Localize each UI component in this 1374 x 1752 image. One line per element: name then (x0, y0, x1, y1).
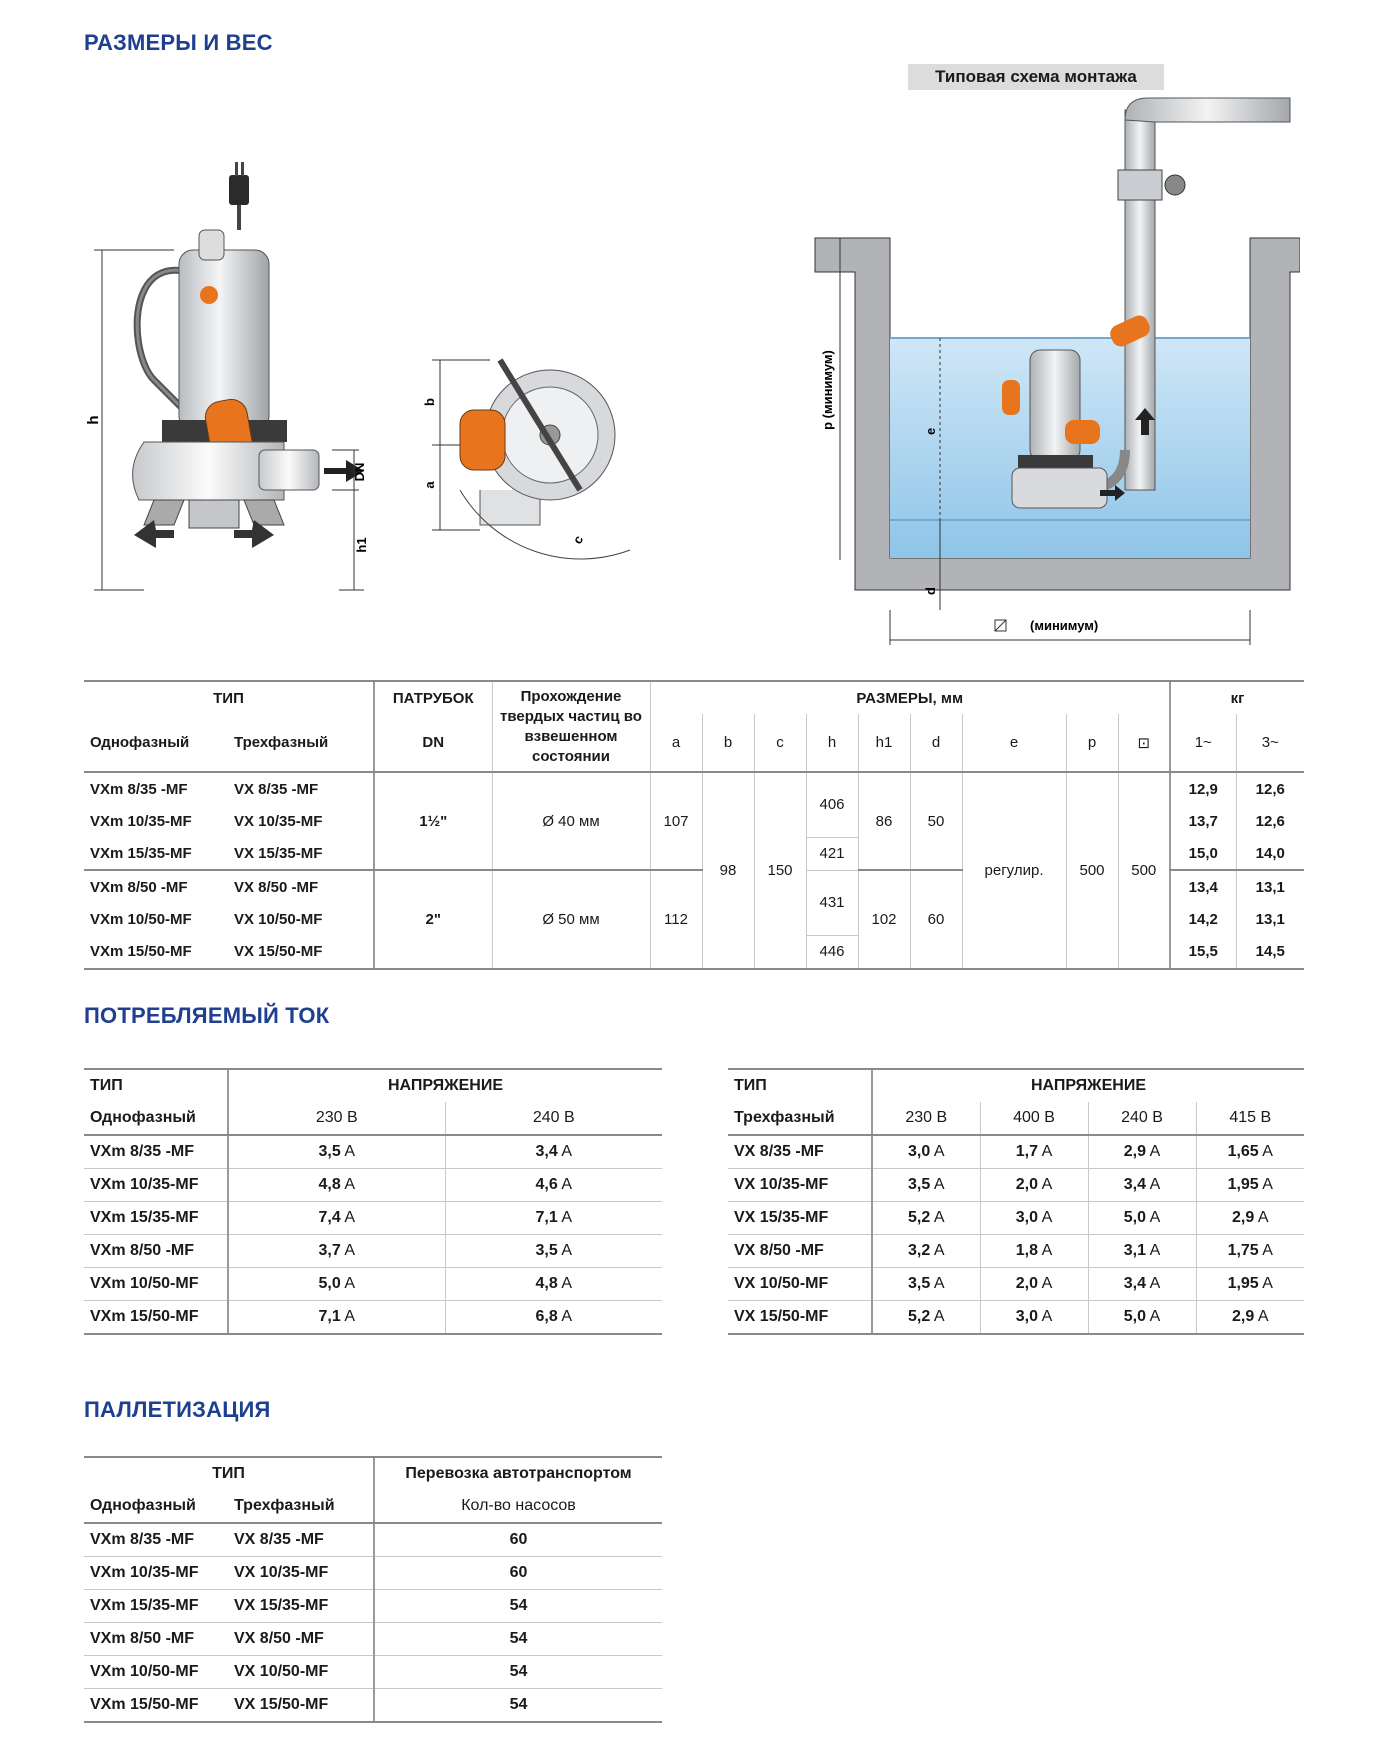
model-name: VXm 15/50-MF (84, 1301, 228, 1335)
current-unit: A (344, 1143, 355, 1160)
kg3-value: 12,6 (1236, 772, 1304, 805)
model-three: VX 8/50 -MF (228, 1623, 374, 1656)
current-value: 3,2 (908, 1242, 931, 1259)
square-value: 500 (1118, 772, 1170, 969)
table-row (728, 1301, 1304, 1335)
table-row (84, 1268, 662, 1301)
current-unit: A (1262, 1275, 1273, 1292)
current-value: 1,7 (1015, 1143, 1038, 1160)
model-single: VXm 8/35 -MF (84, 1523, 228, 1557)
h1-value: 86 (858, 772, 910, 870)
current-unit: A (1149, 1242, 1161, 1259)
current-unit: A (933, 1143, 945, 1160)
current-230v (872, 1169, 980, 1202)
current-value: 3,5 (908, 1275, 931, 1292)
model-three: VX 10/35-MF (228, 1557, 374, 1590)
h-value: 431 (806, 870, 858, 935)
table-row (84, 1689, 662, 1723)
kg1-value: 14,2 (1170, 903, 1236, 935)
current-value: 2,9 (1232, 1209, 1255, 1226)
table-row (84, 1623, 662, 1656)
current-value: 7,1 (535, 1209, 558, 1226)
hdr-a: a (650, 714, 702, 772)
model-single: VXm 10/50-MF (84, 1656, 228, 1689)
current-230v (228, 1169, 445, 1202)
h-value: 406 (806, 772, 858, 837)
hdr-three-phase: Трехфазный (228, 1490, 374, 1523)
hdr-415v: 415 В (1196, 1102, 1304, 1135)
hdr-dn: DN (374, 714, 492, 772)
current-unit: A (561, 1176, 572, 1193)
current-three-phase-table (728, 1068, 1304, 1335)
current-415v (1196, 1169, 1304, 1202)
hdr-b: b (702, 714, 754, 772)
current-unit: A (933, 1242, 945, 1259)
current-unit: A (1262, 1176, 1273, 1193)
current-value: 3,5 (908, 1176, 931, 1193)
current-unit: A (1149, 1308, 1161, 1325)
current-230v (872, 1135, 980, 1169)
current-unit: A (344, 1275, 355, 1292)
model-single: VXm 10/35-MF (84, 1557, 228, 1590)
hdr-solids: Прохождение твердых частиц во взвешенном состоянии (492, 681, 650, 772)
current-unit: A (561, 1242, 572, 1259)
hdr-240v: 240 В (1088, 1102, 1196, 1135)
current-230v (872, 1268, 980, 1301)
hdr-transport: Перевозка автотранспортом (374, 1457, 662, 1490)
model-three: VX 15/50-MF (228, 1689, 374, 1723)
hdr-h: h (806, 714, 858, 772)
pump-quantity: 54 (374, 1656, 662, 1689)
current-unit: A (1041, 1308, 1053, 1325)
b-value: 98 (702, 772, 754, 969)
current-unit: A (1041, 1176, 1053, 1193)
current-400v (980, 1268, 1088, 1301)
hdr-230v: 230 В (872, 1102, 980, 1135)
current-value: 3,7 (318, 1242, 341, 1259)
current-unit: A (1149, 1143, 1161, 1160)
kg1-value: 12,9 (1170, 772, 1236, 805)
current-value: 4,6 (535, 1176, 558, 1193)
current-unit: A (561, 1143, 572, 1160)
table-cell (84, 1069, 662, 1102)
current-value: 1,75 (1227, 1242, 1259, 1259)
current-value: 1,65 (1227, 1143, 1259, 1160)
dim-label-a: a (422, 481, 437, 489)
current-unit: A (933, 1209, 945, 1226)
table-row (728, 1169, 1304, 1202)
dim-label-b: b (422, 398, 437, 406)
table-row (84, 1590, 662, 1623)
dim-label-h: h (85, 415, 102, 425)
current-230v (228, 1268, 445, 1301)
model-single: VXm 15/35-MF (84, 837, 228, 870)
current-unit: A (561, 1209, 572, 1226)
current-value: 4,8 (535, 1275, 558, 1292)
dim-label-h1: h1 (354, 537, 369, 553)
current-unit: A (344, 1209, 355, 1226)
hdr-type: ТИП (84, 1457, 374, 1490)
current-230v (228, 1235, 445, 1268)
model-single: VXm 10/35-MF (90, 812, 192, 830)
current-400v (980, 1235, 1088, 1268)
kg3-value: 14,5 (1236, 935, 1304, 969)
table-row (84, 772, 1304, 805)
table-row (84, 1135, 662, 1169)
hdr-230v: 230 В (228, 1102, 445, 1135)
current-unit: A (1041, 1209, 1053, 1226)
table-row (84, 1656, 662, 1689)
h-value: 446 (806, 935, 858, 969)
dim-label-dn: DN (352, 462, 367, 482)
table-cell (84, 714, 1304, 772)
a-value: 107 (650, 772, 702, 870)
model-three: VX 8/50 -MF (234, 878, 319, 896)
e-value: регулир. (962, 772, 1066, 969)
hdr-single-phase: Однофазный (84, 714, 228, 772)
model-name: VX 8/35 -MF (728, 1135, 872, 1169)
current-230v (872, 1301, 980, 1335)
current-unit: A (561, 1275, 572, 1292)
solids-value: Ø 50 мм (492, 870, 650, 969)
current-unit: A (1041, 1242, 1053, 1259)
model-three: VX 10/35-MF (234, 812, 323, 830)
current-230v (228, 1135, 445, 1169)
table-row (728, 1235, 1304, 1268)
current-value: 5,2 (908, 1209, 931, 1226)
hdr-c: c (754, 714, 806, 772)
current-value: 6,8 (535, 1308, 558, 1325)
c-value: 150 (754, 772, 806, 969)
table-row (728, 1202, 1304, 1235)
current-value: 1,95 (1227, 1275, 1259, 1292)
hdr-port: ПАТРУБОК (374, 681, 492, 714)
current-unit: A (1149, 1209, 1161, 1226)
hdr-e: e (962, 714, 1066, 772)
model-single: VXm 8/35 -MF (90, 780, 188, 798)
table-row (728, 1135, 1304, 1169)
pump-quantity: 54 (374, 1590, 662, 1623)
current-230v (228, 1202, 445, 1235)
current-unit: A (1257, 1308, 1269, 1325)
current-unit: A (1041, 1275, 1053, 1292)
hdr-kg-3: 3~ (1236, 714, 1304, 772)
model-single: VXm 15/35-MF (84, 1590, 228, 1623)
current-value: 3,4 (1123, 1176, 1146, 1193)
kg3-value: 14,0 (1236, 837, 1304, 870)
model-three: VX 15/50-MF (228, 935, 374, 969)
table-cell (84, 681, 1304, 714)
current-240v (1088, 1268, 1196, 1301)
current-400v (980, 1169, 1088, 1202)
dim-label-diameter: (минимум) (1030, 618, 1099, 633)
kg1-value: 13,7 (1170, 805, 1236, 837)
table-row (84, 1557, 662, 1590)
table-cell (84, 1102, 662, 1135)
hdr-p: p (1066, 714, 1118, 772)
pump-quantity: 60 (374, 1523, 662, 1557)
current-400v (980, 1135, 1088, 1169)
dn-value: 2" (374, 870, 492, 969)
solids-value: Ø 40 мм (492, 772, 650, 870)
d-value: 50 (910, 772, 962, 870)
current-240v (1088, 1135, 1196, 1169)
model-three: VX 8/35 -MF (228, 1523, 374, 1557)
hdr-voltage: НАПРЯЖЕНИЕ (228, 1069, 662, 1102)
hdr-h1: h1 (858, 714, 910, 772)
hdr-single-phase: Однофазный (84, 1490, 228, 1523)
current-240v (1088, 1301, 1196, 1335)
hdr-type: ТИП (84, 1069, 228, 1102)
current-unit: A (561, 1308, 572, 1325)
hdr-qty: Кол-во насосов (374, 1490, 662, 1523)
current-230v (872, 1235, 980, 1268)
model-single: VXm 8/50 -MF (84, 1623, 228, 1656)
hdr-three-phase: Трехфазный (728, 1102, 872, 1135)
current-240v (445, 1301, 662, 1335)
model-name: VX 15/50-MF (728, 1301, 872, 1335)
current-value: 3,5 (318, 1143, 341, 1160)
hdr-sizes: РАЗМЕРЫ, мм (650, 681, 1170, 714)
current-240v (445, 1135, 662, 1169)
current-unit: A (1149, 1275, 1161, 1292)
hdr-voltage: НАПРЯЖЕНИЕ (872, 1069, 1304, 1102)
pump-quantity: 54 (374, 1623, 662, 1656)
pump-quantity: 54 (374, 1689, 662, 1723)
kg1-value: 15,5 (1170, 935, 1236, 969)
current-unit: A (344, 1308, 355, 1325)
model-single: VXm 10/50-MF (90, 910, 192, 928)
table-cell (728, 1069, 1304, 1102)
current-value: 7,4 (318, 1209, 341, 1226)
dim-label-e: e (923, 427, 938, 435)
kg3-value: 12,6 (1236, 805, 1304, 837)
model-name: VX 10/50-MF (728, 1268, 872, 1301)
current-value: 5,2 (908, 1308, 931, 1325)
current-415v (1196, 1202, 1304, 1235)
table-row (728, 1268, 1304, 1301)
model-name: VXm 10/35-MF (84, 1169, 228, 1202)
table-cell (728, 1102, 1304, 1135)
hdr-d: d (910, 714, 962, 772)
dimensions-table (84, 680, 1304, 970)
current-value: 2,0 (1015, 1275, 1038, 1292)
current-240v (1088, 1169, 1196, 1202)
current-value: 5,0 (318, 1275, 341, 1292)
kg1-value: 13,4 (1170, 870, 1236, 903)
current-value: 3,5 (535, 1242, 558, 1259)
dn-value: 1½" (374, 772, 492, 870)
current-value: 1,95 (1227, 1176, 1259, 1193)
current-value: 3,0 (1015, 1209, 1038, 1226)
current-unit: A (933, 1308, 945, 1325)
current-unit: A (1149, 1176, 1161, 1193)
pump-quantity: 60 (374, 1557, 662, 1590)
table-row (84, 1169, 662, 1202)
h-value: 421 (806, 837, 858, 870)
dim-label-d: d (923, 587, 938, 595)
pump-side-drawing (84, 150, 424, 600)
model-name: VXm 10/50-MF (84, 1268, 228, 1301)
model-three: VX 15/35-MF (228, 837, 374, 870)
current-single-phase-table (84, 1068, 662, 1335)
current-240v (445, 1202, 662, 1235)
a-value: 112 (650, 870, 702, 969)
table-row (84, 1202, 662, 1235)
current-value: 2,9 (1232, 1308, 1255, 1325)
current-value: 2,0 (1015, 1176, 1038, 1193)
current-value: 4,8 (318, 1176, 341, 1193)
current-value: 3,4 (1123, 1275, 1146, 1292)
current-unit: A (1262, 1242, 1273, 1259)
model-three: VX 10/50-MF (234, 910, 323, 928)
current-unit: A (1262, 1143, 1273, 1160)
model-name: VXm 15/35-MF (84, 1202, 228, 1235)
current-unit: A (344, 1176, 355, 1193)
section-title-current: ПОТРЕБЛЯЕМЫЙ ТОК (84, 1003, 330, 1028)
hdr-400v: 400 В (980, 1102, 1088, 1135)
kg3-value: 13,1 (1236, 870, 1304, 903)
current-value: 3,0 (1015, 1308, 1038, 1325)
current-unit: A (1257, 1209, 1269, 1226)
model-three: VX 10/50-MF (228, 1656, 374, 1689)
current-240v (1088, 1202, 1196, 1235)
current-value: 7,1 (318, 1308, 341, 1325)
current-400v (980, 1301, 1088, 1335)
model-name: VXm 8/35 -MF (84, 1135, 228, 1169)
current-415v (1196, 1268, 1304, 1301)
pump-top-drawing (420, 340, 660, 590)
current-230v (228, 1301, 445, 1335)
model-three: VX 8/35 -MF (234, 780, 319, 798)
current-unit: A (933, 1176, 945, 1193)
model-name: VX 15/35-MF (728, 1202, 872, 1235)
current-value: 2,9 (1123, 1143, 1146, 1160)
table-row (84, 1523, 662, 1557)
current-unit: A (933, 1275, 945, 1292)
current-240v (1088, 1235, 1196, 1268)
current-value: 5,0 (1123, 1209, 1146, 1226)
current-230v (872, 1202, 980, 1235)
current-400v (980, 1202, 1088, 1235)
hdr-kg-1: 1~ (1170, 714, 1236, 772)
kg1-value: 15,0 (1170, 837, 1236, 870)
model-single: VXm 15/50-MF (84, 1689, 228, 1723)
d-value: 60 (910, 870, 962, 969)
current-415v (1196, 1301, 1304, 1335)
h1-value: 102 (858, 870, 910, 969)
hdr-type: ТИП (84, 681, 374, 714)
table-row (84, 1301, 662, 1335)
kg3-value: 13,1 (1236, 903, 1304, 935)
current-240v (445, 1268, 662, 1301)
p-value: 500 (1066, 772, 1118, 969)
model-name: VX 10/35-MF (728, 1169, 872, 1202)
hdr-three-phase: Трехфазный (228, 714, 374, 772)
current-value: 1,8 (1015, 1242, 1038, 1259)
section-title-palletization: ПАЛЛЕТИЗАЦИЯ (84, 1397, 271, 1422)
hdr-240v: 240 В (445, 1102, 662, 1135)
current-240v (445, 1169, 662, 1202)
hdr-kg: кг (1170, 681, 1304, 714)
current-value: 3,0 (908, 1143, 931, 1160)
current-415v (1196, 1135, 1304, 1169)
hdr-square: ⊡ (1118, 714, 1170, 772)
table-cell (84, 1457, 662, 1490)
current-value: 5,0 (1123, 1308, 1146, 1325)
current-415v (1196, 1235, 1304, 1268)
installation-scheme-label: Типовая схема монтажа (908, 64, 1164, 90)
section-title-dimensions: РАЗМЕРЫ И ВЕС (84, 30, 273, 55)
model-single: VXm 15/50-MF (84, 935, 228, 969)
current-unit: A (1041, 1143, 1053, 1160)
model-name: VXm 8/50 -MF (84, 1235, 228, 1268)
model-single: VXm 8/50 -MF (90, 878, 188, 896)
palletization-table (84, 1456, 662, 1723)
current-value: 3,4 (535, 1143, 558, 1160)
dim-label-c: c (569, 532, 587, 547)
current-unit: A (344, 1242, 355, 1259)
model-name: VX 8/50 -MF (728, 1235, 872, 1268)
hdr-single-phase: Однофазный (84, 1102, 228, 1135)
installation-scheme-drawing (780, 90, 1300, 650)
table-row (84, 1235, 662, 1268)
current-240v (445, 1235, 662, 1268)
current-value: 3,1 (1123, 1242, 1146, 1259)
model-three: VX 15/35-MF (228, 1590, 374, 1623)
hdr-type: ТИП (728, 1069, 872, 1102)
table-cell (84, 1490, 662, 1523)
dim-label-p: p (минимум) (820, 350, 835, 430)
